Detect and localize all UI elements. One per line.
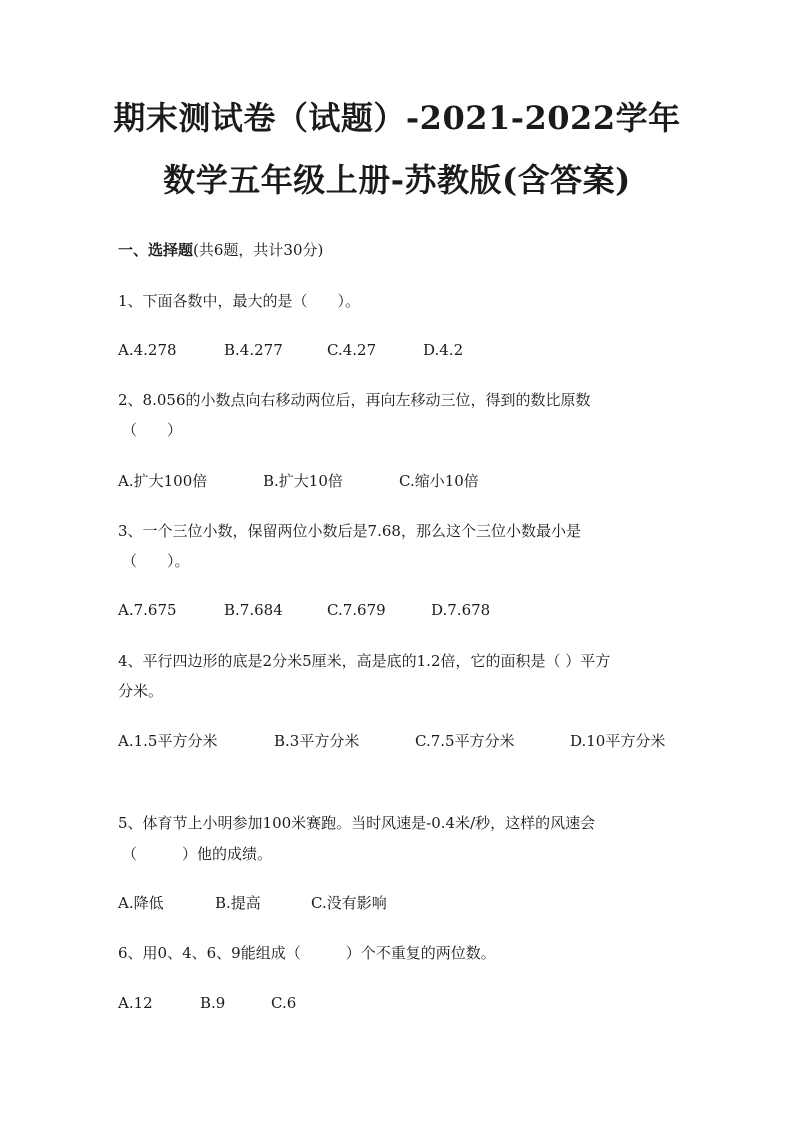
- section-name: 一、选择题: [118, 241, 194, 259]
- question-1-option-b: B.4.277: [224, 341, 283, 359]
- question-4-option-d: D.10平方分米: [570, 732, 666, 750]
- question-5-option-a: A.降低: [118, 894, 164, 912]
- question-4-stem-cont: 分米。: [118, 682, 164, 700]
- question-2-option-a: A.扩大100倍: [118, 472, 208, 490]
- question-6-option-a: A.12: [118, 994, 153, 1012]
- question-3-option-b: B.7.684: [224, 601, 283, 619]
- question-4-option-a: A.1.5平方分米: [118, 732, 218, 750]
- question-3-option-c: C.7.679: [327, 601, 386, 619]
- page-title-line-2: 数学五年级上册-苏教版(含答案): [163, 161, 631, 199]
- question-1-option-d: D.4.2: [423, 341, 464, 359]
- question-5-stem-cont: （ ）他的成绩。: [122, 845, 273, 863]
- section-info: (共6题，共计30分): [193, 241, 324, 259]
- question-1-option-c: C.4.27: [327, 341, 377, 359]
- question-3-option-a: A.7.675: [118, 601, 177, 619]
- question-3-option-d: D.7.678: [431, 601, 491, 619]
- question-1-stem: 1、下面各数中，最大的是（ ）。: [118, 292, 361, 310]
- section-header: [118, 240, 323, 260]
- question-5-stem: 5、体育节上小明参加100米赛跑。当时风速是-0.4米/秒，这样的风速会: [118, 814, 596, 832]
- question-5-option-c: C.没有影响: [311, 894, 387, 912]
- page-title-line-1: 期末测试卷（试题）-2021-2022学年: [113, 99, 681, 137]
- question-2-stem: 2、8.056的小数点向右移动两位后，再向左移动三位，得到的数比原数: [118, 391, 591, 409]
- question-6-option-c: C.6: [271, 994, 297, 1012]
- question-5-option-b: B.提高: [215, 894, 261, 912]
- question-1-option-a: A.4.278: [118, 341, 177, 359]
- question-2-option-c: C.缩小10倍: [399, 472, 479, 490]
- question-6-option-b: B.9: [200, 994, 226, 1012]
- question-3-stem: 3、一个三位小数，保留两位小数后是7.68，那么这个三位小数最小是: [118, 522, 581, 540]
- question-2-stem-cont: （ ）: [122, 421, 183, 439]
- question-6-stem: 6、用0、4、6、9能组成（ ）个不重复的两位数。: [118, 944, 496, 962]
- question-4-option-c: C.7.5平方分米: [415, 732, 515, 750]
- question-3-stem-cont: （ ）。: [122, 552, 190, 570]
- question-2-option-b: B.扩大10倍: [263, 472, 343, 490]
- question-4-option-b: B.3平方分米: [274, 732, 360, 750]
- question-4-stem: 4、平行四边形的底是2分米5厘米，高是底的1.2倍，它的面积是（ ）平方: [118, 652, 611, 670]
